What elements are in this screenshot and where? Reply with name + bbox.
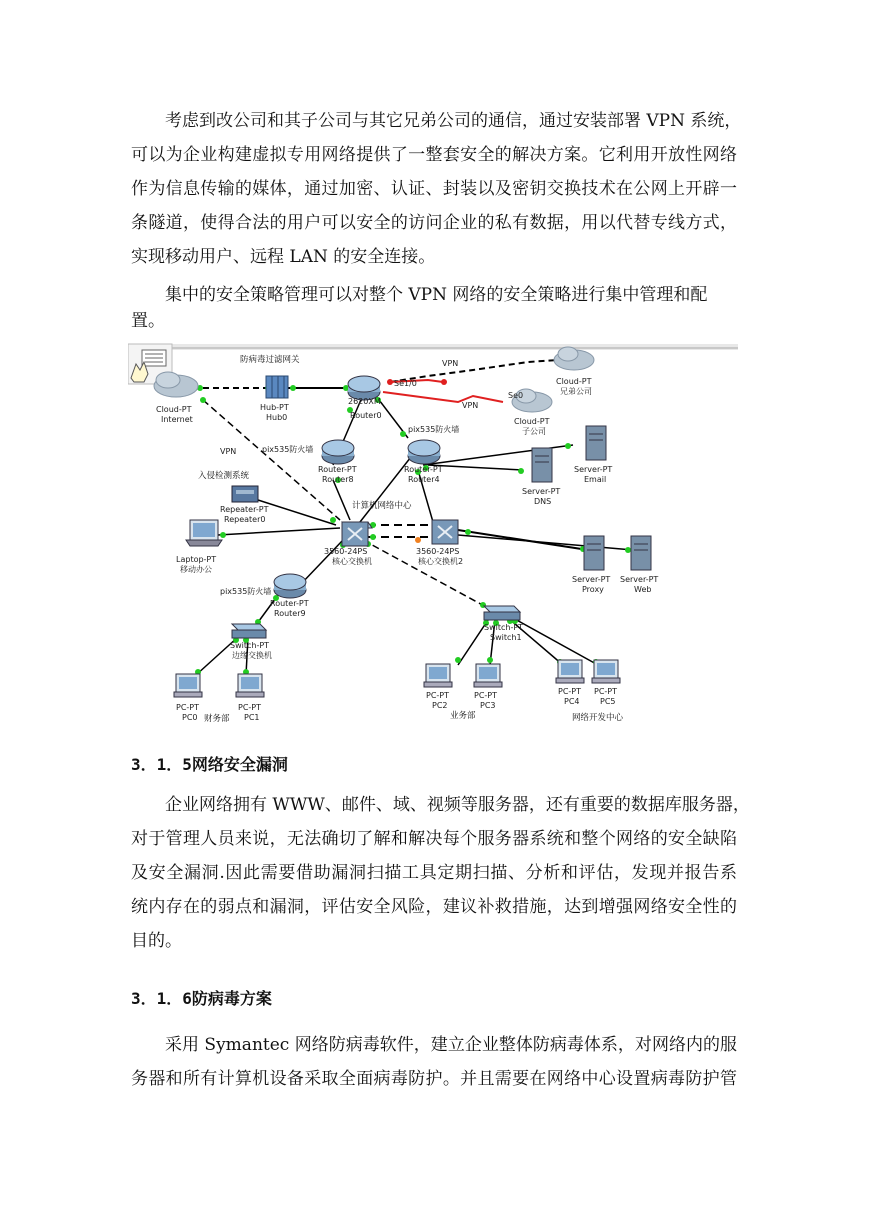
label-pc5: PC5 [600,697,616,706]
text-line: 目的。 [131,931,182,951]
notes-icon[interactable] [142,350,166,366]
label-cloud-internet: Cloud-PT [156,405,192,414]
label-cloud-internet: Internet [161,415,193,424]
label-server-web: Server-PT [620,575,659,584]
link-orange-dot [415,537,421,543]
pc0-icon[interactable] [174,674,202,697]
policy-paragraph [131,278,737,338]
text-line: 统内存在的弱点和漏洞，评估安全风险，建议补救措施，达到增强网络安全性的 [131,897,737,917]
label-server-email: Server-PT [574,465,613,474]
label-pc3: PC-PT [474,691,498,700]
server-web-icon[interactable] [631,536,651,570]
pc5-icon[interactable] [592,660,620,683]
label-server-dns: DNS [534,497,552,506]
label-firewall: pix535防火墙 [408,425,460,434]
text-line: 置。 [131,311,165,331]
router8-icon[interactable] [322,440,354,464]
switch1-icon[interactable] [484,606,520,620]
text-line: 条隧道，使得合法的用户可以安全的访问企业的私有数据，用以代替专线方式， [131,213,737,233]
label-laptop: 移动办公 [180,565,212,574]
label-core-switch1: 3560-24PS [324,547,368,556]
antivirus-paragraph [131,1028,737,1096]
label-firewall: pix535防火墙 [262,445,314,454]
vulnerability-paragraph [131,788,750,958]
text-line: 作为信息传输的媒体，通过加密、认证、封装以及密钥交换技术在公网上开辟一 [131,179,737,199]
section-heading: 3．1．6防病毒方案 [131,989,272,1008]
label-net-center: 计算机网络中心 [352,501,412,511]
label-port-se1: Se1/0 [394,379,417,388]
text-line: 考虑到改公司和其子公司与其它兄弟公司的通信，通过安装部署 VPN 系统， [165,111,742,131]
label-server-email: Email [584,475,607,484]
text-line: 可以为企业构建虚拟专用网络提供了一整套安全的解决方案。它利用开放性网络 [131,145,737,165]
label-pc2: PC2 [432,701,448,710]
label-router0: 2620XM [348,397,381,406]
label-core-switch2: 3560-24PS [416,547,460,556]
label-server-proxy: Server-PT [572,575,611,584]
label-cloud-subsidiary: Cloud-PT [514,417,550,426]
label-server-proxy: Proxy [582,585,604,594]
pc1-icon[interactable] [236,674,264,697]
label-finance: 财务部 [204,714,230,724]
pc4-icon[interactable] [556,660,584,683]
label-edge-switch: 边缘交换机 [232,651,272,660]
label-router4: Router-PT [404,465,443,474]
label-vpn: VPN [442,359,459,368]
label-pc0: PC-PT [176,703,200,712]
label-core-switch1: 核心交换机 [332,557,372,566]
text-line: 务器和所有计算机设备采取全面病毒防护。并且需要在网络中心设置病毒防护管 [131,1069,737,1089]
label-pc5: PC-PT [594,687,618,696]
label-router9: Router-PT [270,599,309,608]
label-hub: Hub0 [266,413,288,422]
label-ids: 入侵检测系统 [198,471,250,481]
label-dev-center: 网络开发中心 [572,713,624,723]
label-laptop: Laptop-PT [176,555,217,564]
label-switch1: Switch1 [490,633,522,642]
label-repeater: Repeater-PT [220,505,269,514]
text-line: 集中的安全策略管理可以对整个 VPN 网络的安全策略进行集中管理和配 [165,285,708,305]
label-cloud-brother: Cloud-PT [556,377,592,386]
label-server-web: Web [634,585,652,594]
label-router0: Router0 [350,411,382,420]
label-core-switch2: 核心交换机2 [418,557,464,566]
edge-switch-icon[interactable] [232,624,266,638]
label-pc0: PC0 [182,713,198,722]
server-email-icon[interactable] [586,426,606,460]
server-dns-icon[interactable] [532,448,552,482]
label-pc4: PC4 [564,697,580,706]
label-pc4: PC-PT [558,687,582,696]
label-port-se0: Se0 [508,391,524,400]
label-firewall: pix535防火墙 [220,587,272,596]
label-pc3: PC3 [480,701,496,710]
label-server-dns: Server-PT [522,487,561,496]
pc2-icon[interactable] [424,664,452,687]
label-pc1: PC1 [244,713,260,722]
label-vpn: VPN [462,401,479,410]
text-line: 对于管理人员来说，无法确切了解和解决每个服务器系统和整个网络的安全缺陷 [131,829,737,849]
router9-icon[interactable] [274,574,306,598]
label-antivirus-gateway: 防病毒过滤网关 [240,355,300,365]
label-router8: Router8 [322,475,354,484]
text-line: 采用 Symantec 网络防病毒软件，建立企业整体防病毒体系，对网络内的服 [165,1035,737,1055]
server-proxy-icon[interactable] [584,536,604,570]
network-topology-diagram [128,340,738,732]
label-cloud-subsidiary: 子公司 [522,427,546,436]
text-line: 企业网络拥有 WWW、邮件、域、视频等服务器，还有重要的数据库服务器， [165,795,750,815]
repeater-icon[interactable] [232,486,258,502]
core-switch1-icon[interactable] [342,522,372,546]
label-pc2: PC-PT [426,691,450,700]
hub-icon[interactable] [266,376,288,398]
router4-icon[interactable] [408,440,440,464]
text-line: 实现移动用户、远程 LAN 的安全连接。 [131,247,436,267]
label-business: 业务部 [450,711,476,721]
text-line: 及安全漏洞.因此需要借助漏洞扫描工具定期扫描、分析和评估，发现并报告系 [131,863,737,883]
label-vpn: VPN [220,447,237,456]
label-edge-switch: Switch-PT [230,641,270,650]
laptop-icon[interactable] [186,520,222,546]
label-repeater: Repeater0 [224,515,266,524]
label-cloud-brother: 兄弟公司 [560,387,592,396]
section-heading: 3．1．5网络安全漏洞 [131,755,288,774]
pc3-icon[interactable] [474,664,502,687]
label-router9: Router9 [274,609,306,618]
label-pc1: PC-PT [238,703,262,712]
label-switch1: Switch-PT [484,623,524,632]
vpn-paragraph [131,104,742,274]
core-switch2-icon[interactable] [432,520,458,544]
label-hub: Hub-PT [260,403,289,412]
label-router4: Router4 [408,475,440,484]
label-router8: Router-PT [318,465,357,474]
